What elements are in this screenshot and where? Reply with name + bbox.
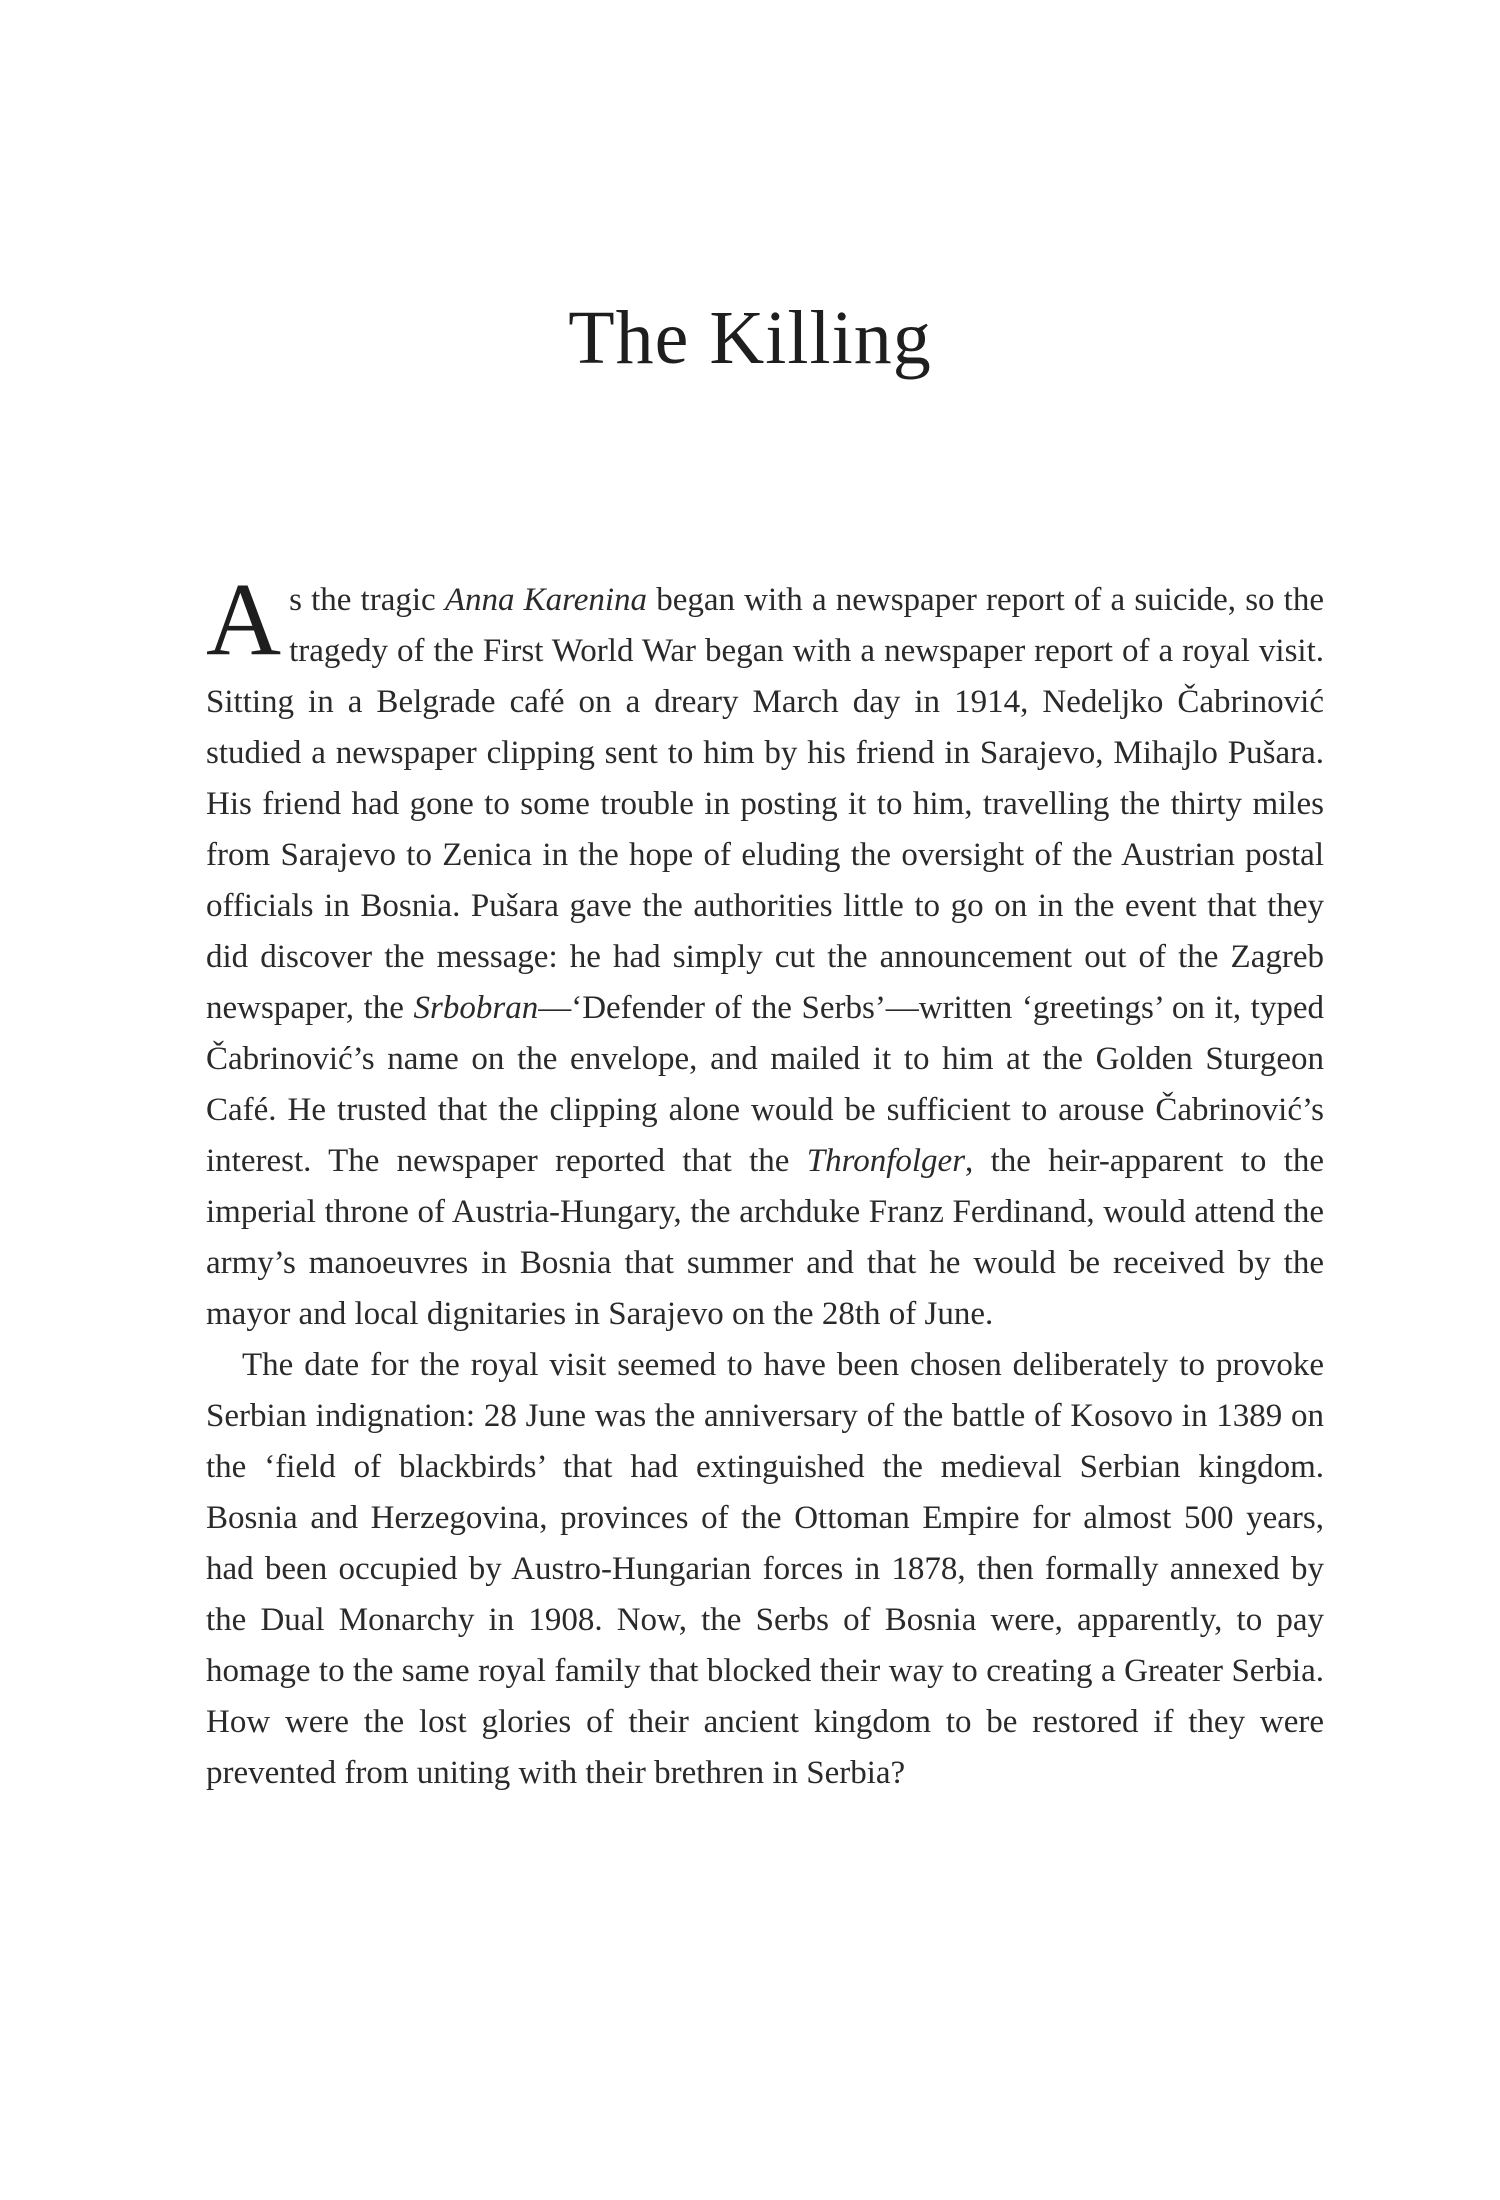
drop-cap: A <box>206 562 282 677</box>
book-title-italic: Anna Karenina <box>444 582 648 618</box>
chapter-title: The Killing <box>568 296 932 380</box>
text-segment: The date for the royal visit seemed to have been chosen deliberately to provoke Serbian indignation: 28 June was the anniversary of the battle of Kosovo in 1389 on the ‘field of blackbirds’ that had extinguished the medieval Serbian kingdom. Bosnia and Herzegovina, provinces of the Ottoman Empire for almost 500 years, had been occupied by Austro-Hungarian forces in 1878, then formally annexed by the Dual Monarchy in 1908. Now, the Serbs of Bosnia were, apparently, to pay homage to the same royal family that blocked their way to creating a Greater Serbia. How were the lost glories of their ancient kingdom to be restored if they were prevented from uniting with their brethren in Serbia? <box>206 1347 1324 1791</box>
term-italic: Thronfolger <box>806 1143 966 1179</box>
paragraph-2 <box>206 1340 1324 1799</box>
paragraph-1 <box>206 562 1325 1340</box>
text-segment: s the tragic <box>289 582 445 618</box>
newspaper-title-italic: Srbobran <box>413 990 539 1026</box>
text-segment: —‘Defender of the Serbs’—written ‘greetings’ on it, typed Čabrinović’s name on the envelope, and mailed it to him at the Golden Sturgeon Café. He trusted that the clipping alone would be sufficient to arouse Čabrinović’s interest. The newspaper reported that the <box>206 990 1324 1179</box>
text-segment: , the heir-apparent to the imperial throne of Austria-Hungary, the archduke Franz Ferdinand, would attend the army’s manoeuvres in Bosnia that summer and that he would be received by the mayor and local dignitaries in Sarajevo on the 28th of June. <box>206 1143 1325 1332</box>
text-segment: began with a newspaper report of a suicide, so the tragedy of the First World War began with a newspaper report of a royal visit. Sitting in a Belgrade café on a dreary March day in 1914, Nedeljko Čabrinović studied a newspaper clipping sent to him by his friend in Sarajevo, Mihajlo Pušara. His friend had gone to some trouble in posting it to him, travelling the thirty miles from Sarajevo to Zenica in the hope of eluding the oversight of the Austrian postal officials in Bosnia. Pušara gave the authorities little to go on in the event that they did discover the message: he had simply cut the announcement out of the Zagreb newspaper, the <box>206 582 1324 1026</box>
body-text <box>206 562 1325 1799</box>
